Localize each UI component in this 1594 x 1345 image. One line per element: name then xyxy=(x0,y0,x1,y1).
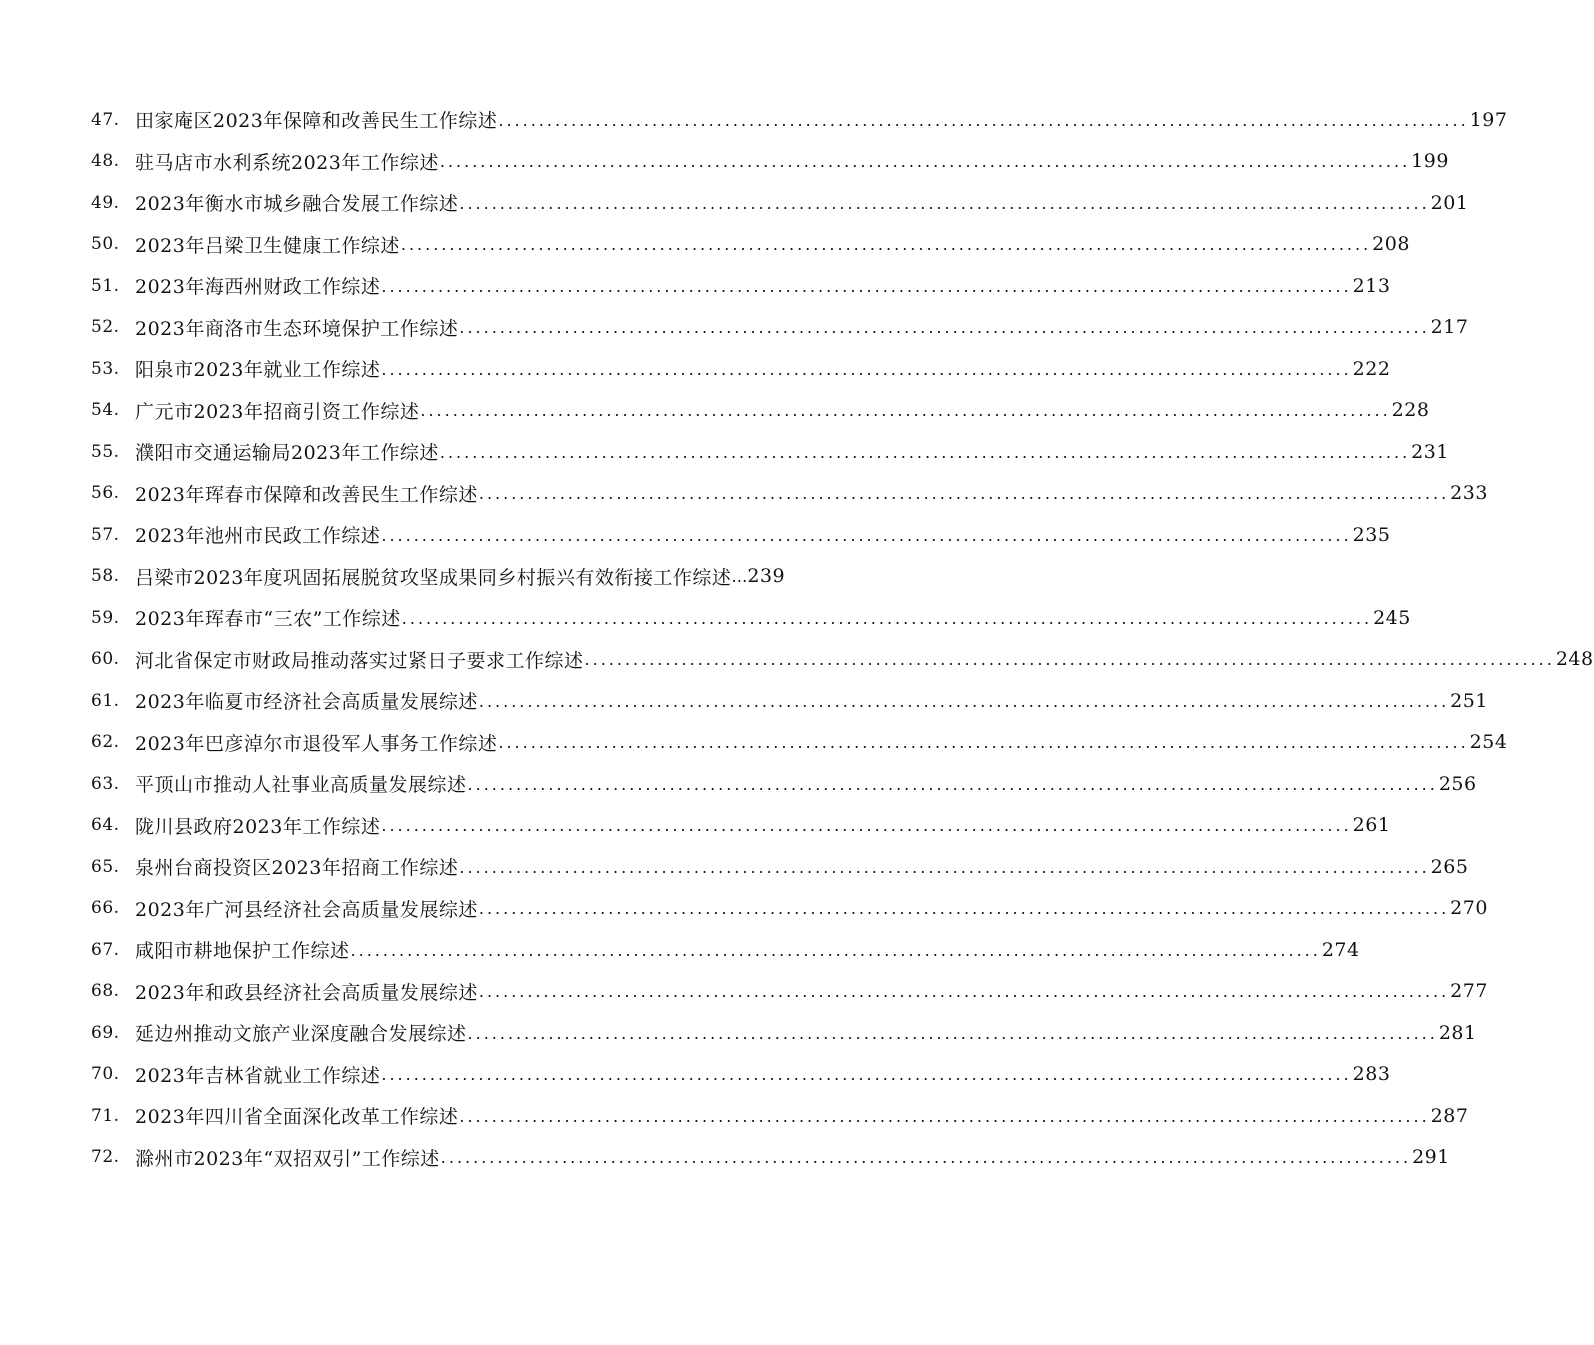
toc-entry[interactable] xyxy=(91,348,1391,390)
toc-entry-page-number: 231 xyxy=(1411,440,1449,463)
toc-entry-page-number: 217 xyxy=(1430,316,1469,339)
toc-entry-page-number: 208 xyxy=(1372,233,1410,256)
toc-entry-number: 62. xyxy=(91,732,120,753)
toc-dot-leader: ........................................................................................................................ xyxy=(459,857,1430,877)
toc-entry-page-number: 283 xyxy=(1352,1063,1391,1086)
toc-dot-leader: ........................................................................................................................ xyxy=(478,982,1450,1002)
toc-entry-title: 2023年吕梁卫生健康工作综述 xyxy=(135,234,400,257)
toc-entry[interactable] xyxy=(91,639,1594,681)
toc-entry-title: 2023年珲春市“三农”工作综述 xyxy=(135,608,401,631)
toc-dot-leader: ........................................................................................................................ xyxy=(381,816,1352,836)
toc-dot-leader: ........................................................................................................................ xyxy=(459,1106,1430,1126)
toc-entry-title: 濮阳市交通运输局2023年工作综述 xyxy=(135,442,439,465)
toc-entry-number: 70. xyxy=(91,1064,120,1085)
toc-entry-page-number: 201 xyxy=(1430,191,1469,214)
toc-entry-page-number: 199 xyxy=(1411,150,1449,173)
toc-entry[interactable] xyxy=(91,971,1488,1013)
toc-entry-title: 滁州市2023年“双招双引”工作综述 xyxy=(135,1147,440,1170)
toc-dot-leader: ........................................................................................................................ xyxy=(381,525,1352,545)
toc-entry-page-number: 274 xyxy=(1321,938,1360,961)
toc-dot-leader: ........................................................................................................................ xyxy=(467,774,1438,794)
toc-dot-leader: ........................................................................................................................ xyxy=(478,484,1450,504)
toc-entry-number: 72. xyxy=(91,1147,120,1168)
toc-dot-leader: ........................................................................................................................ xyxy=(400,235,1372,255)
toc-entry-number: 65. xyxy=(91,856,120,877)
toc-dot-leader: ........................................................................................................................ xyxy=(459,193,1430,213)
toc-entry-number: 71. xyxy=(91,1105,120,1126)
toc-entry-number: 51. xyxy=(91,275,120,296)
toc-entry-page-number: 265 xyxy=(1430,855,1469,878)
toc-entry[interactable] xyxy=(91,99,1508,141)
toc-entry-number: 55. xyxy=(91,441,120,462)
toc-entry[interactable] xyxy=(91,182,1469,224)
toc-entry-title: 2023年海西州财政工作综述 xyxy=(135,276,381,299)
toc-entry-title: 2023年巴彦淖尔市退役军人事务工作综述 xyxy=(135,732,498,755)
toc-dot-leader: ........................................................................................................................ xyxy=(467,1023,1438,1043)
toc-entry-page-number: 270 xyxy=(1450,897,1488,920)
toc-entry-page-number: 291 xyxy=(1412,1146,1450,1169)
toc-entry-number: 49. xyxy=(91,192,120,213)
toc-entry-page-number: 197 xyxy=(1469,108,1508,131)
toc-entry-number: 69. xyxy=(91,1022,120,1043)
toc-entry-number: 53. xyxy=(91,358,120,379)
toc-entry-number: 61. xyxy=(91,690,120,711)
toc-entry-page-number: 281 xyxy=(1438,1021,1477,1044)
toc-entry-title: 延边州推动文旅产业深度融合发展综述 xyxy=(135,1023,467,1046)
toc-entry-number: 50. xyxy=(91,234,120,255)
toc-entry-title: 2023年吉林省就业工作综述 xyxy=(135,1064,381,1087)
toc-entry[interactable] xyxy=(91,473,1488,515)
toc-dot-leader: ........................................................................................................................ xyxy=(459,318,1430,338)
toc-dot-leader: ........................................................................................................................ xyxy=(350,940,1321,960)
table-of-contents xyxy=(91,99,1594,1178)
toc-entry-number: 68. xyxy=(91,981,120,1002)
toc-entry-page-number: 233 xyxy=(1450,482,1488,505)
toc-entry[interactable] xyxy=(91,1137,1450,1179)
toc-dot-leader: ........................................................................................................................ xyxy=(478,899,1450,919)
toc-entry[interactable] xyxy=(91,680,1488,722)
toc-entry-page-number: 239 xyxy=(747,565,786,588)
toc-entry-title: 广元市2023年招商引资工作综述 xyxy=(135,400,420,423)
toc-entry-title: 2023年临夏市经济社会高质量发展综述 xyxy=(135,691,478,714)
toc-entry[interactable] xyxy=(91,597,1411,639)
toc-entry-number: 48. xyxy=(91,151,120,172)
toc-dot-leader: ........................................................................................................................ xyxy=(401,608,1373,628)
toc-dot-leader: ........................................................................................................................ xyxy=(381,359,1352,379)
toc-entry-page-number: 261 xyxy=(1352,814,1391,837)
toc-dot-leader: ........................................................................................................................ xyxy=(381,1065,1352,1085)
toc-entry[interactable] xyxy=(91,265,1391,307)
toc-dot-leader: ........................................................................................................................ xyxy=(439,442,1411,462)
toc-entry[interactable] xyxy=(91,888,1488,930)
toc-entry-number: 63. xyxy=(91,773,120,794)
toc-entry-title: 泉州台商投资区2023年招商工作综述 xyxy=(135,857,459,880)
toc-dot-leader: ........................................................................................................................ xyxy=(420,401,1391,421)
toc-entry[interactable] xyxy=(91,805,1391,847)
toc-entry-title: 2023年四川省全面深化改革工作综述 xyxy=(135,1106,459,1129)
toc-entry-title: 陇川县政府2023年工作综述 xyxy=(135,815,381,838)
toc-entry[interactable] xyxy=(91,141,1449,183)
toc-entry-page-number: 222 xyxy=(1352,357,1391,380)
toc-entry[interactable] xyxy=(91,763,1477,805)
toc-dot-leader: ........................................................................................................................ xyxy=(498,733,1469,753)
toc-dot-leader: ........................................................................................................................ xyxy=(439,152,1411,172)
toc-entry-title: 河北省保定市财政局推动落实过紧日子要求工作综述 xyxy=(135,649,584,672)
toc-entry-title: 2023年衡水市城乡融合发展工作综述 xyxy=(135,193,459,216)
toc-entry-title: 2023年广河县经济社会高质量发展综述 xyxy=(135,898,478,921)
toc-entry-title: 平顶山市推动人社事业高质量发展综述 xyxy=(135,774,467,797)
toc-entry-title: 2023年池州市民政工作综述 xyxy=(135,525,381,548)
toc-entry-page-number: 235 xyxy=(1352,523,1391,546)
toc-entry[interactable] xyxy=(91,722,1508,764)
toc-entry[interactable] xyxy=(91,1095,1469,1137)
toc-entry-page-number: 287 xyxy=(1430,1104,1469,1127)
toc-entry-number: 47. xyxy=(91,109,120,130)
toc-entry-number: 59. xyxy=(91,607,120,628)
toc-entry-number: 60. xyxy=(91,649,120,670)
toc-entry[interactable] xyxy=(91,390,1430,432)
toc-entry-number: 57. xyxy=(91,524,120,545)
toc-entry-number: 58. xyxy=(91,566,120,587)
toc-entry-number: 64. xyxy=(91,815,120,836)
toc-entry-title: 田家庵区2023年保障和改善民生工作综述 xyxy=(135,110,498,133)
toc-dot-leader: ........................................................................................................................ xyxy=(478,691,1450,711)
toc-entry[interactable] xyxy=(91,514,1391,556)
toc-dot-leader: ........................................................................................................................ xyxy=(381,276,1352,296)
toc-entry[interactable] xyxy=(91,431,1449,473)
toc-entry-number: 66. xyxy=(91,898,120,919)
toc-entry-number: 67. xyxy=(91,939,120,960)
toc-dot-leader: ........................................................................................................................ xyxy=(584,650,1555,670)
toc-dot-leader: ........................................................................................................................ xyxy=(440,1148,1412,1168)
toc-entry-page-number: 228 xyxy=(1391,399,1430,422)
toc-entry[interactable] xyxy=(91,846,1469,888)
toc-dot-leader: ........................................................................................................................ xyxy=(498,110,1469,130)
toc-entry-title: 2023年珲春市保障和改善民生工作综述 xyxy=(135,483,478,506)
toc-entry-page-number: 256 xyxy=(1438,772,1477,795)
toc-entry[interactable] xyxy=(91,929,1360,971)
toc-entry-number: 56. xyxy=(91,483,120,504)
toc-entry-title: 吕梁市2023年度巩固拓展脱贫攻坚成果同乡村振兴有效衔接工作综述 xyxy=(135,566,732,589)
toc-entry[interactable] xyxy=(91,1012,1477,1054)
toc-entry-title: 2023年商洛市生态环境保护工作综述 xyxy=(135,317,459,340)
toc-entry-page-number: 245 xyxy=(1373,606,1411,629)
toc-entry[interactable] xyxy=(91,556,859,598)
toc-entry-page-number: 277 xyxy=(1450,980,1488,1003)
toc-entry-title: 咸阳市耕地保护工作综述 xyxy=(135,940,350,963)
toc-entry-number: 54. xyxy=(91,400,120,421)
toc-entry-page-number: 248 xyxy=(1555,648,1594,671)
toc-entry-page-number: 251 xyxy=(1450,689,1488,712)
toc-entry-title: 驻马店市水利系统2023年工作综述 xyxy=(135,151,439,174)
toc-entry-number: 52. xyxy=(91,317,120,338)
toc-entry-page-number: 254 xyxy=(1469,731,1508,754)
toc-entry-page-number: 213 xyxy=(1352,274,1391,297)
toc-entry-title: 2023年和政县经济社会高质量发展综述 xyxy=(135,981,478,1004)
toc-dot-leader: … xyxy=(731,567,748,587)
toc-entry[interactable] xyxy=(91,1054,1391,1096)
toc-entry[interactable] xyxy=(91,224,1410,266)
toc-entry-title: 阳泉市2023年就业工作综述 xyxy=(135,359,381,382)
toc-entry[interactable] xyxy=(91,307,1469,349)
